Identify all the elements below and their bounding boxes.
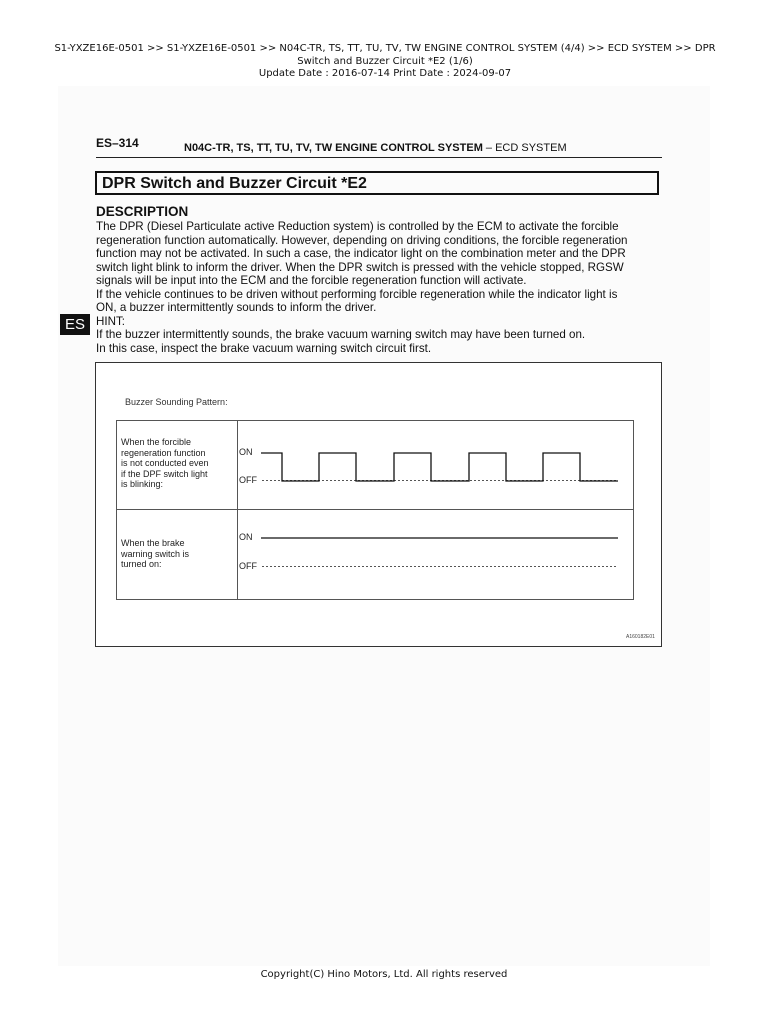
breadcrumb-line-1: S1-YXZE16E-0501 >> S1-YXZE16E-0501 >> N04C-TR, TS, TT, TU, TV, TW ENGINE CONTROL SYSTEM (4/4) >> ECD SYSTEM >> DPR — [54, 43, 716, 54]
description-line: function may not be activated. In such a case, the indicator light on the combination meter and the DPR — [96, 247, 626, 260]
figure-code: A160182E01 — [626, 634, 655, 640]
description-heading: DESCRIPTION — [96, 204, 189, 219]
hint-line: If the buzzer intermittently sounds, the brake vacuum warning switch may have been turned on. — [96, 328, 586, 341]
row1-label-line: if the DPF switch light — [121, 468, 208, 479]
hint-label: HINT: — [96, 314, 125, 328]
row1-on-label: ON — [239, 447, 253, 457]
description-line: ON, a buzzer intermittently sounds to inform the driver. — [96, 301, 377, 314]
figure-title: Buzzer Sounding Pattern: — [125, 397, 228, 407]
update-print-dates: Update Date : 2016-07-14 Print Date : 2024-09-07 — [258, 68, 512, 79]
hint-line: In this case, inspect the brake vacuum warning switch circuit first. — [96, 341, 432, 355]
row1-label-line: When the forcible — [121, 437, 192, 447]
row1-label-line: is not conducted even — [121, 458, 209, 468]
es-side-tab: ES — [60, 314, 90, 335]
description-line: regeneration function automatically. However, depending on driving conditions, the forcible regeneration — [96, 233, 628, 247]
row2-label-line: turned on: — [121, 559, 162, 569]
row2-condition-label — [121, 538, 233, 570]
intermittent-buzzer-waveform — [261, 453, 618, 481]
row1-label-line: regeneration function — [121, 447, 206, 458]
description-line: If the vehicle continues to be driven without performing forcible regeneration while the indicator light is — [96, 287, 618, 301]
description-line: The DPR (Diesel Particulate active Reduction system) is controlled by the ECM to activate the forcible — [96, 220, 619, 233]
page-number: ES–314 — [96, 136, 139, 150]
breadcrumb-line-2: Switch and Buzzer Circuit *E2 (1/6) — [297, 55, 473, 67]
description-line: signals will be input into the ECM and the forcible regeneration function will activate. — [96, 274, 527, 287]
description-line: switch light blink to inform the driver. When the DPR switch is pressed with the vehicle stopped, RGSW — [96, 260, 624, 274]
page-title: DPR Switch and Buzzer Circuit *E2 — [102, 175, 367, 192]
row1-condition-label — [121, 437, 233, 490]
row1-off-label: OFF — [239, 475, 257, 485]
row1-label-line: is blinking: — [121, 479, 164, 489]
section-title-bold: N04C-TR, TS, TT, TU, TV, TW ENGINE CONTROL SYSTEM — [184, 142, 483, 154]
row2-label-line: When the brake — [121, 538, 185, 548]
section-title-subsection: ECD SYSTEM — [495, 142, 567, 154]
row2-off-label: OFF — [239, 561, 257, 571]
copyright-footer: Copyright(C) Hino Motors, Ltd. All rights reserved — [260, 969, 508, 980]
row2-on-label: ON — [239, 532, 253, 542]
section-title-separator: – — [482, 142, 496, 154]
row2-label-line: warning switch is — [121, 548, 190, 559]
